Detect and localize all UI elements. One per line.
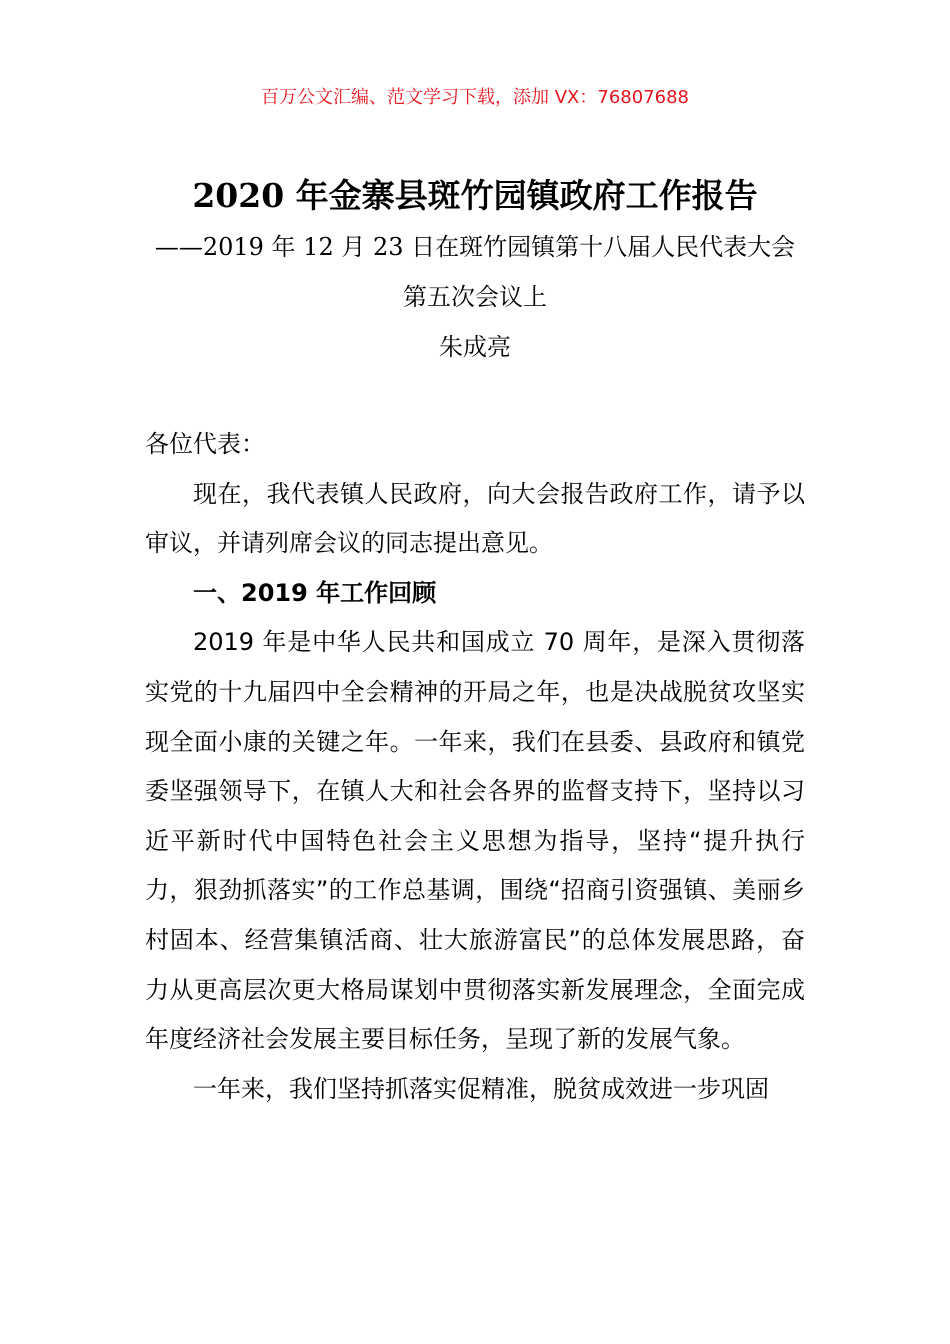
salutation: 各位代表： [145,430,265,458]
paragraph-intro: 现在，我代表镇人民政府，向大会报告政府工作，请予以审议，并请列席会议的同志提出意见。 [145,479,805,558]
document-title: 2020 年金寨县斑竹园镇政府工作报告 [192,176,758,215]
document-body [145,420,805,1114]
section-heading: 一、2019 年工作回顾 [193,578,437,607]
watermark-header: 百万公文汇编、范文学习下载，添加 VX：76807688 [261,87,689,108]
document-subtitle: ——2019 年 12 月 23 日在斑竹园镇第十八届人民代表大会第五次会议上 [154,233,796,311]
paragraph-review: 2019 年是中华人民共和国成立 70 周年，是深入贯彻落实党的十九届四中全会精神的开局之年，也是决战脱贫攻坚实现全面小康的关键之年。一年来，我们在县委、县政府和镇党委坚强领导下，在镇人大和社会各界的监督支持下，坚持以习近平新时代中国特色社会主义思想为指导，坚持“提升执行力，狠劲抓落实”的工作总基调，围绕“招商引资强镇、美丽乡村固本、经营集镇活商、壮大旅游富民”的总体发展思路，奋力从更高层次更大格局谋划中贯彻落实新发展理念，全面完成年度经济社会发展主要目标任务，呈现了新的发展气象。 [145,628,805,1054]
paragraph-poverty: 一年来，我们坚持抓落实促精准，脱贫成效进一步巩固 [193,1074,769,1103]
document-author: 朱成亮 [439,333,511,361]
